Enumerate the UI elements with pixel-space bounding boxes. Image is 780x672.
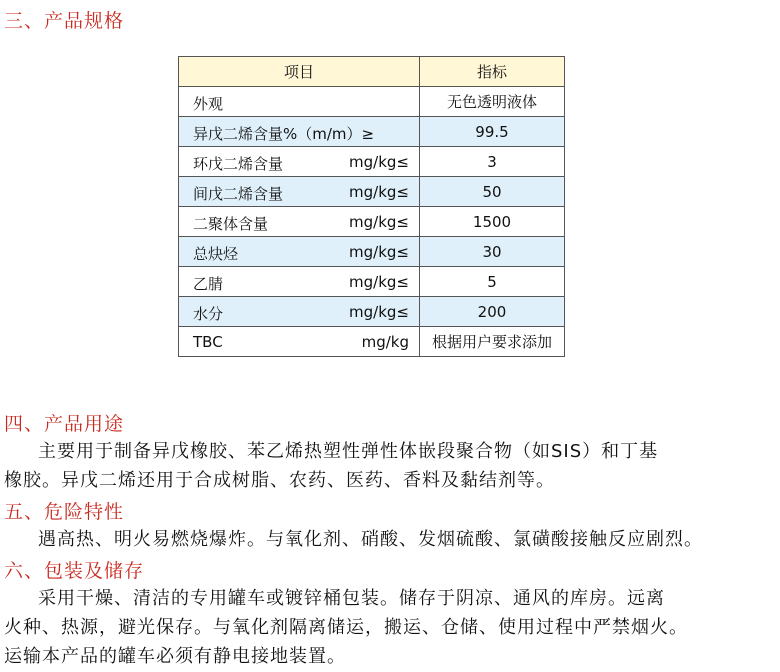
packaging-paragraph-line2: 火种、热源，避光保存。与氧化剂隔离储运，搬运、仓储、使用过程中严禁烟火。: [4, 617, 688, 638]
row-value: 50: [420, 177, 565, 207]
row-value: 200: [420, 297, 565, 327]
section-heading-usage: 四、产品用途: [4, 413, 125, 435]
section-heading-hazard: 五、危险特性: [4, 501, 125, 523]
row-unit: mg/kg≤: [349, 273, 409, 291]
section-heading-specs: 三、产品规格: [4, 10, 125, 32]
row-name: 二聚体含量: [193, 215, 269, 233]
row-name: 总炔烃: [193, 245, 239, 263]
row-unit: mg/kg≤: [349, 303, 409, 321]
row-value: 1500: [420, 207, 565, 237]
row-unit: mg/kg≤: [349, 243, 409, 261]
row-name: 异戊二烯含量%（m/m）≥: [193, 125, 375, 143]
row-name: 间戊二烯含量: [193, 185, 284, 203]
table-row: [179, 87, 565, 117]
row-value: 根据用户要求添加: [420, 327, 565, 357]
table-row: [179, 297, 565, 327]
table-header-row: [179, 57, 565, 87]
spec-table: [178, 56, 565, 357]
row-unit: mg/kg≤: [349, 183, 409, 201]
usage-paragraph-line2: 橡胶。异戊二烯还用于合成树脂、农药、医药、香料及黏结剂等。: [4, 470, 555, 491]
row-name: 外观: [193, 95, 224, 113]
row-unit: mg/kg: [361, 333, 409, 351]
row-name: 乙腈: [193, 275, 224, 293]
row-unit: mg/kg≤: [349, 213, 409, 231]
packaging-paragraph-line3: 运输本产品的罐车必须有静电接地装置。: [4, 646, 346, 667]
row-value: 30: [420, 237, 565, 267]
hazard-paragraph-line1: 遇高热、明火易燃烧爆炸。与氧化剂、硝酸、发烟硫酸、氯磺酸接触反应剧烈。: [38, 529, 703, 550]
table-row: [179, 207, 565, 237]
row-name: 环戊二烯含量: [193, 155, 284, 173]
row-value: 5: [420, 267, 565, 297]
table-row: [179, 327, 565, 357]
section-heading-packaging: 六、包装及储存: [4, 560, 145, 582]
table-row: [179, 177, 565, 207]
packaging-paragraph-line1: 采用干燥、清洁的专用罐车或镀锌桶包装。储存于阴凉、通风的库房。远离: [38, 588, 665, 609]
table-row: [179, 267, 565, 297]
column-header-item: 项目: [179, 57, 420, 87]
row-value: 3: [420, 147, 565, 177]
table-row: [179, 237, 565, 267]
row-value: 99.5: [420, 117, 565, 147]
column-header-index: 指标: [420, 57, 565, 87]
table-row: [179, 117, 565, 147]
row-value: 无色透明液体: [420, 87, 565, 117]
table-row: [179, 147, 565, 177]
row-unit: mg/kg≤: [349, 153, 409, 171]
usage-paragraph-line1: 主要用于制备异戊橡胶、苯乙烯热塑性弹性体嵌段聚合物（如SIS）和丁基: [38, 441, 659, 462]
row-name: 水分: [193, 305, 224, 323]
row-name: TBC: [193, 333, 223, 351]
